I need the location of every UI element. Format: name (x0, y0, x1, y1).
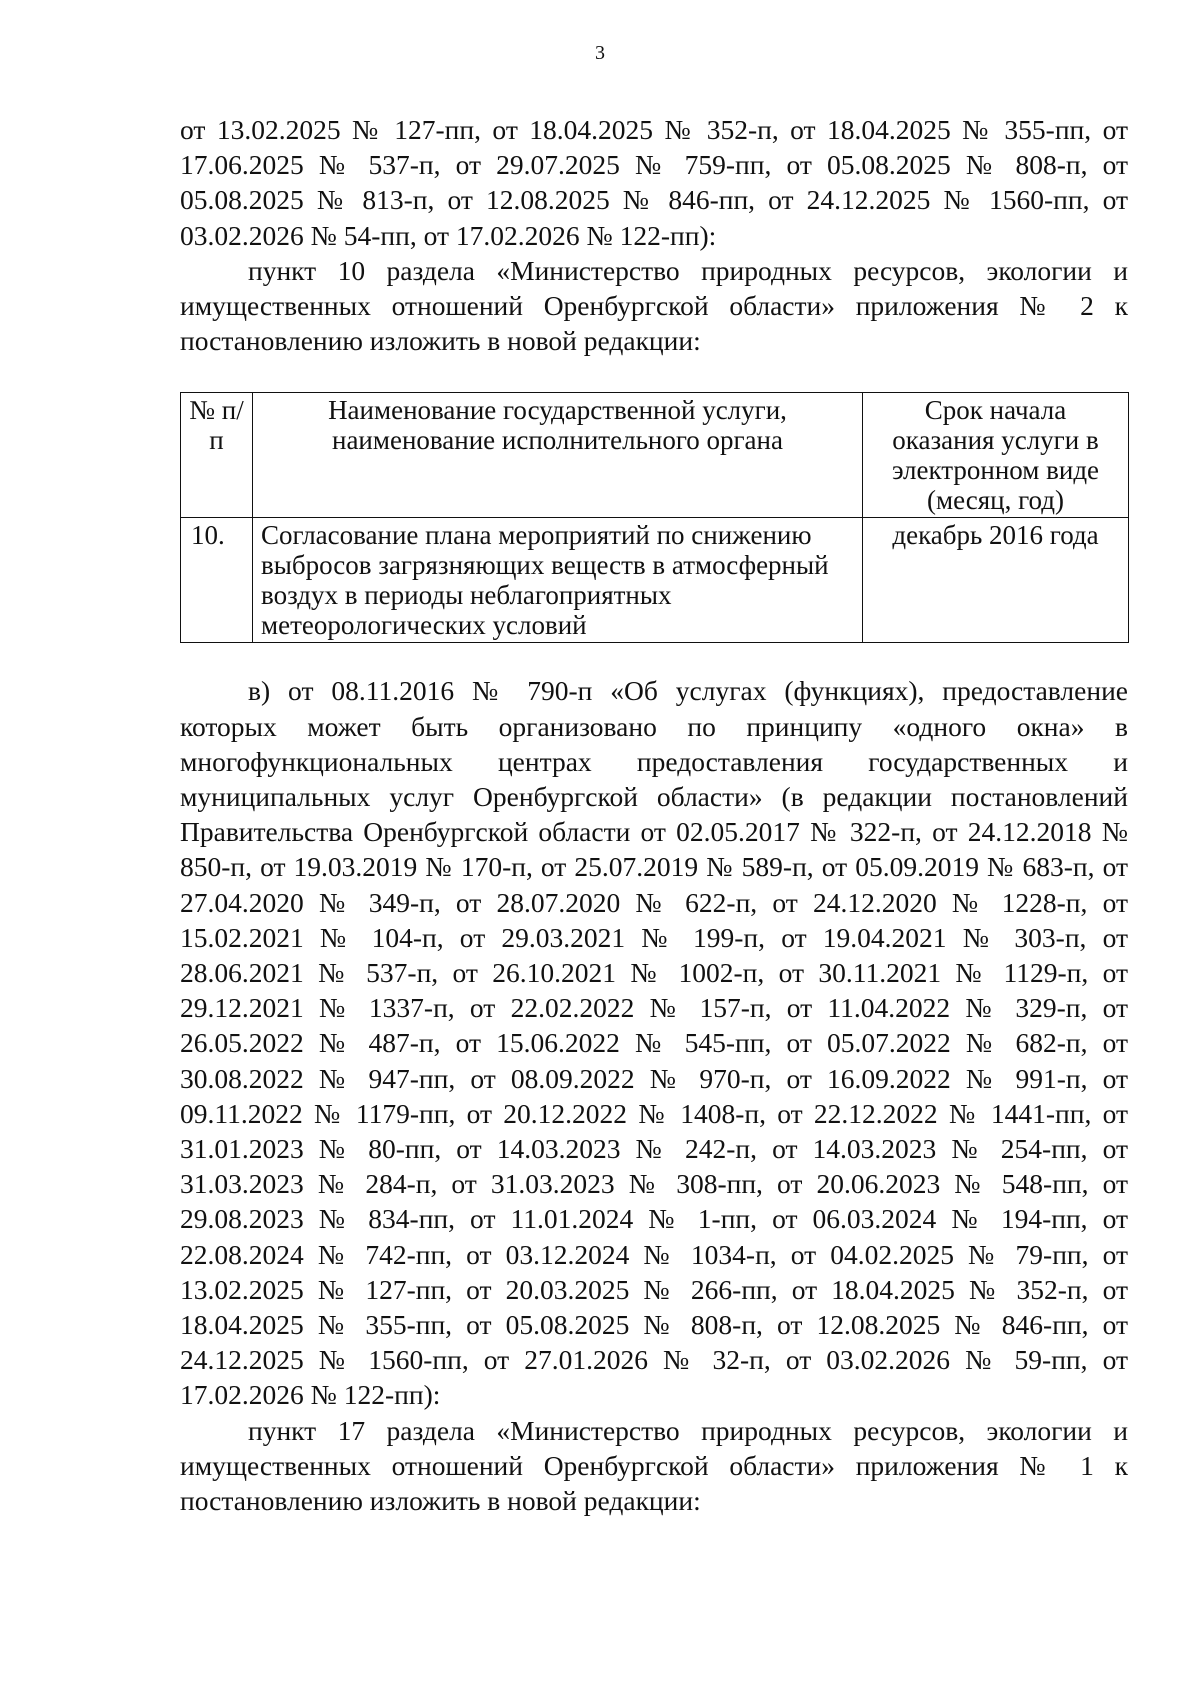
table-header-row (181, 393, 1129, 518)
paragraph-resolution-790: в) от 08.11.2016 № 790-п «Об услугах (функциях), предоставление которых может быть организовано по принципу «одного окна» в многофункциональных центрах предоставления государственных и муниципальных услуг Оренбургской области» (в редакции постановлений Правительства Оренбургской области от 02.05.2017 № 322-п, от 24.12.2018 № 850-п, от 19.03.2019 № 170-п, от 25.07.2019 № 589-п, от 05.09.2019 № 683-п, от 27.04.2020 № 349-п, от 28.07.2020 № 622-п, от 24.12.2020 № 1228-п, от 15.02.2021 № 104-п, от 29.03.2021 № 199-п, от 19.04.2021 № 303-п, от 28.06.2021 № 537-п, от 26.10.2021 № 1002-п, от 30.11.2021 № 1129-п, от 29.12.2021 № 1337-п, от 22.02.2022 № 157-п, от 11.04.2022 № 329-п, от 26.05.2022 № 487-п, от 15.06.2022 № 545-пп, от 05.07.2022 № 682-п, от 30.08.2022 № 947-пп, от 08.09.2022 № 970-п, от 16.09.2022 № 991-п, от 09.11.2022 № 1179-пп, от 20.12.2022 № 1408-п, от 22.12.2022 № 1441-пп, от 31.01.2023 № 80-пп, от 14.03.2023 № 242-п, от 14.03.2023 № 254-пп, от 31.03.2023 № 284-п, от 31.03.2023 № 308-пп, от 20.06.2023 № 548-пп, от 29.08.2023 № 834-пп, от 11.01.2024 № 1-пп, от 06.03.2024 № 194-пп, от 22.08.2024 № 742-пп, от 03.12.2024 № 1034-п, от 04.02.2025 № 79-пп, от 13.02.2025 № 127-пп, от 20.03.2025 № 266-пп, от 18.04.2025 № 352-п, от 18.04.2025 № 355-пп, от 05.08.2025 № 808-п, от 12.08.2025 № 846-пп, от 24.12.2025 № 1560-пп, от 27.01.2026 № 32-п, от 03.02.2026 № 59-пп, от 17.02.2026 № 122-пп): (180, 675, 1128, 1411)
paragraph-amendment-list-end: от 13.02.2025 № 127-пп, от 18.04.2025 № 352-п, от 18.04.2025 № 355-пп, от 17.06.2025 № 537-п, от 29.07.2025 № 759-пп, от 05.08.2025 № 808-п, от 05.08.2025 № 813-п, от 12.08.2025 № 846-пп, от 24.12.2025 № 1560-пп, от 03.02.2026 № 54-пп, от 17.02.2026 № 122-пп): (180, 114, 1128, 251)
row-start-date: декабрь 2016 года (863, 518, 1129, 643)
services-table (180, 392, 1129, 643)
paragraph-item-10-instruction: пункт 10 раздела «Министерство природных ресурсов, экологии и имущественных отношений Оренбургской области» приложения № 2 к постановлению изложить в новой редакции: (180, 254, 1128, 357)
page-number: 3 (595, 42, 605, 64)
paragraph-item-17-instruction: пункт 17 раздела «Министерство природных ресурсов, экологии и имущественных отношений Оренбургской области» приложения № 1 к постановлению изложить в новой редакции: (180, 1414, 1128, 1517)
header-service-name: Наименование государственной услуги, наименование исполнительного органа (253, 393, 863, 518)
row-number: 10. (181, 518, 253, 643)
document-body (180, 112, 1128, 1518)
header-start-date: Срок начала оказания услуги в электронном виде (месяц, год) (863, 393, 1129, 518)
row-service-name: Согласование плана мероприятий по снижению выбросов загрязняющих веществ в атмосферный воздух в периоды неблагоприятных метеорологических условий (253, 518, 863, 643)
header-number: № п/п (181, 393, 253, 518)
table-row (181, 518, 1129, 643)
